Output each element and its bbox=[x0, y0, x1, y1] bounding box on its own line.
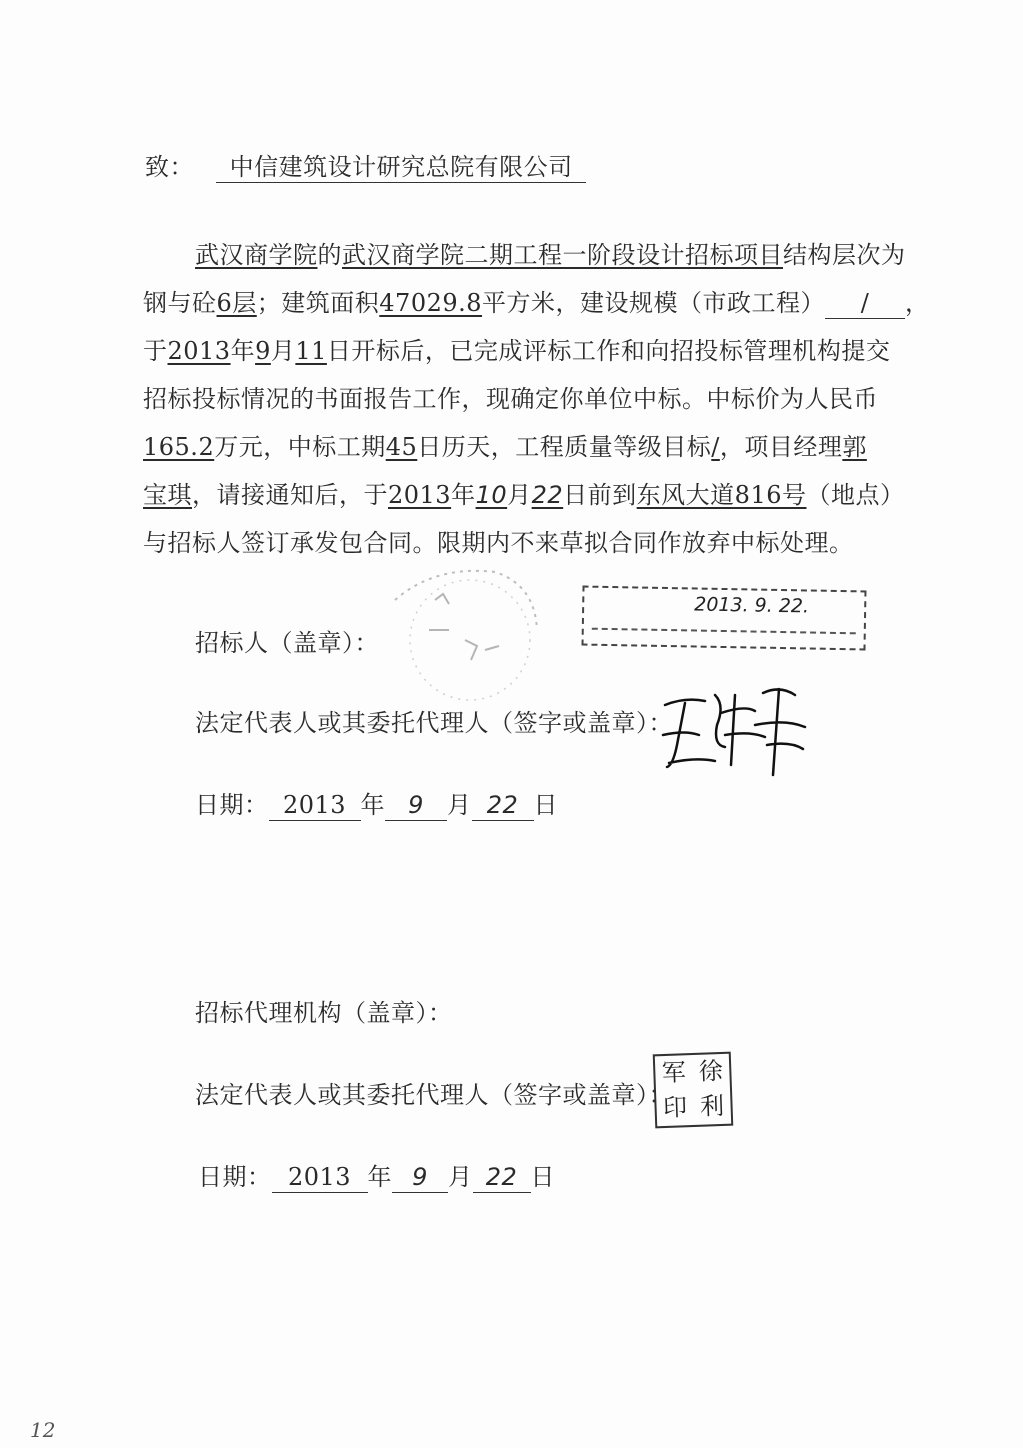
open-day: 11 bbox=[295, 337, 327, 365]
body-line-2 bbox=[143, 286, 930, 320]
comma: ， bbox=[905, 289, 930, 317]
body-line-7 bbox=[143, 526, 854, 560]
addressee-line bbox=[145, 150, 586, 184]
tenderer-year-unit: 年 bbox=[360, 791, 385, 819]
text-yue: 月 bbox=[270, 337, 296, 365]
tenderer-seal-label: 招标人（盖章）： bbox=[195, 629, 379, 657]
tenderer-date-label: 日期： bbox=[195, 791, 269, 819]
seal-char-2: 徐 bbox=[698, 1056, 724, 1086]
agency-seal-label: 招标代理机构（盖章）： bbox=[195, 999, 453, 1027]
text-nian2: 年 bbox=[451, 481, 476, 509]
sign-month: 10 bbox=[475, 481, 508, 509]
scale-value: / bbox=[825, 288, 905, 319]
tenderer-month-unit: 月 bbox=[447, 791, 472, 819]
agency-rep-seal-stamp bbox=[653, 1052, 734, 1129]
agency-rep-label: 法定代表人或其委托代理人（签字或盖章）： bbox=[195, 1081, 673, 1109]
text-notice: ，请接通知后，于 bbox=[192, 481, 388, 509]
text-nian: 年 bbox=[230, 337, 256, 365]
structure-value: 钢与砼 bbox=[143, 289, 217, 317]
open-month: 9 bbox=[255, 337, 271, 365]
manager-given-name: 宝琪 bbox=[143, 481, 192, 509]
body-line-3 bbox=[143, 334, 890, 368]
body-line-5 bbox=[143, 430, 867, 464]
text-period: 万元，中标工期 bbox=[214, 433, 386, 461]
tenderer-date-year: 2013 bbox=[269, 790, 361, 821]
seal-char-4: 利 bbox=[699, 1091, 725, 1121]
tenderer-rep-label: 法定代表人或其委托代理人（签字或盖章）： bbox=[195, 709, 673, 737]
location-value: 东风大道816号 bbox=[636, 481, 807, 509]
stamp-inner-line bbox=[592, 628, 856, 635]
tenderer-date-line bbox=[195, 788, 558, 822]
addressee-prefix: 致： bbox=[145, 153, 194, 181]
seal-char-3: 印 bbox=[662, 1093, 688, 1123]
text-line3-rest: 日开标后，已完成评标工作和向招投标管理机构提交 bbox=[326, 337, 891, 365]
tenderer-signature bbox=[655, 675, 815, 785]
agency-month-unit: 月 bbox=[448, 1163, 473, 1191]
text-yue2: 月 bbox=[507, 481, 532, 509]
received-date-stamp bbox=[581, 586, 866, 651]
body-line-1 bbox=[195, 238, 906, 272]
tenderer-seal-stamp bbox=[375, 560, 545, 710]
text-yu: 于 bbox=[143, 337, 168, 365]
seal-char-1: 军 bbox=[661, 1058, 687, 1088]
period-days: 45 bbox=[385, 433, 418, 461]
quality-value: / bbox=[711, 433, 720, 461]
tenderer-name: 武汉商学院 bbox=[195, 241, 318, 269]
area-value: 47029.8 bbox=[379, 289, 483, 317]
text-line7: 与招标人签订承发包合同。限期内不来草拟合同作放弃中标处理。 bbox=[143, 529, 854, 557]
project-name: 武汉商学院二期工程一阶段设计招标项目 bbox=[342, 241, 783, 269]
body-line-6 bbox=[143, 478, 904, 512]
page-number: 12 bbox=[30, 1418, 56, 1442]
floors-value: 6层 bbox=[216, 289, 257, 317]
text-line4: 招标投标情况的书面报告工作，现确定你单位中标。中标价为人民币 bbox=[143, 385, 878, 413]
open-year: 2013 bbox=[167, 337, 231, 365]
text-manager: ，项目经理 bbox=[719, 433, 843, 461]
text-quality: 日历天，工程质量等级目标 bbox=[417, 433, 712, 461]
agency-date-label: 日期： bbox=[198, 1163, 272, 1191]
text-area: ；建筑面积 bbox=[256, 289, 380, 317]
agency-date-month: 9 bbox=[392, 1162, 448, 1193]
agency-date-year: 2013 bbox=[272, 1162, 368, 1193]
text-before: 日前到 bbox=[563, 481, 637, 509]
addressee-name: 中信建筑设计研究总院有限公司 bbox=[216, 152, 586, 183]
manager-surname: 郭 bbox=[842, 433, 867, 461]
seal-characters bbox=[655, 1054, 731, 1127]
tenderer-day-unit: 日 bbox=[533, 791, 558, 819]
tenderer-date-day: 22 bbox=[472, 790, 534, 821]
sign-day: 22 bbox=[531, 481, 564, 509]
text-location-label: （地点） bbox=[806, 481, 905, 509]
sign-year: 2013 bbox=[388, 481, 452, 509]
agency-date-day: 22 bbox=[473, 1162, 531, 1193]
body-line-4 bbox=[143, 382, 878, 416]
agency-date-line bbox=[198, 1160, 555, 1194]
tenderer-date-month: 9 bbox=[385, 790, 447, 821]
stamp-date: 2013. 9. 22. bbox=[694, 593, 810, 618]
text-scale: 平方米，建设规模（市政工程） bbox=[482, 289, 826, 317]
agency-day-unit: 日 bbox=[530, 1163, 555, 1191]
agency-year-unit: 年 bbox=[367, 1163, 392, 1191]
text-structure: 结构层次为 bbox=[783, 241, 906, 269]
bid-price: 165.2 bbox=[143, 433, 215, 461]
text-de: 的 bbox=[317, 241, 342, 269]
